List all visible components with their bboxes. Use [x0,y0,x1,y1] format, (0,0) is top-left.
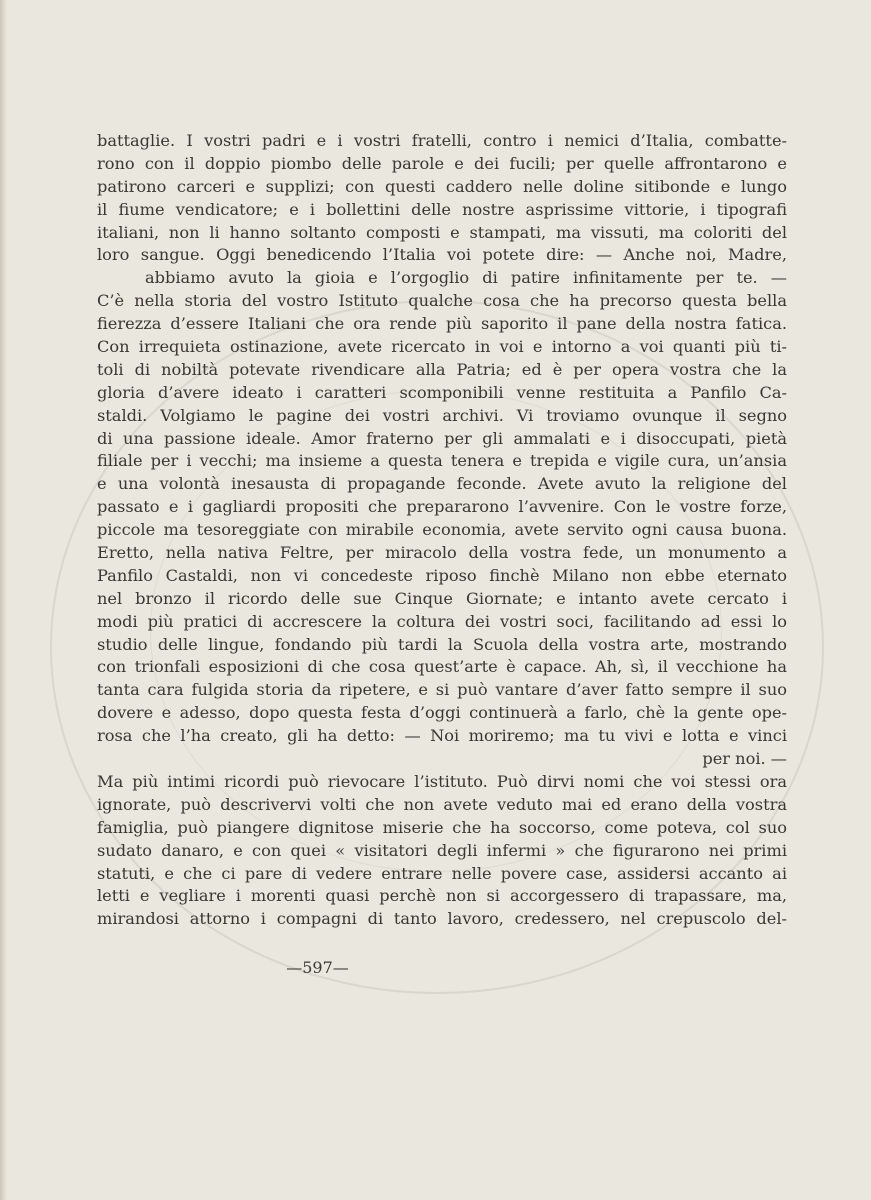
text-line: letti e vegliare i morenti quasi perchè non si accorgessero di trapassare, ma, [97,886,787,906]
text-line: toli di nobiltà potevate rivendicare alla Patria; ed è per opera vostra che la [97,359,787,379]
text-line: staldi. Volgiamo le pagine dei vostri archivi. Vi troviamo ovunque il segno [97,405,787,425]
body-text [97,130,787,931]
text-line: famiglia, può piangere dignitose miserie che ha soccorso, come poteva, col suo [97,817,787,837]
text-line: sudato danaro, e con quei « visitatori degli infermi » che figurarono nei primi [97,840,787,860]
text-line: loro sangue. Oggi benedicendo l’Italia voi potete dire: — Anche noi, Madre, [97,245,787,265]
text-line: tanta cara fulgida storia da ripetere, e si può vantare d’aver fatto sempre il suo [97,680,787,700]
page-number: —597— [286,958,349,977]
text-line: per noi. — [702,749,787,769]
page-binding-edge [0,0,6,1200]
text-line: rosa che l’ha creato, gli ha detto: — Noi moriremo; ma tu vivi e lotta e vinci [97,726,787,746]
text-line: battaglie. I vostri padri e i vostri fratelli, contro i nemici d’Italia, combatte- [97,131,787,150]
text-line: mirandosi attorno i compagni di tanto lavoro, credessero, nel crepuscolo del- [97,909,787,929]
text-line: Con irrequieta ostinazione, avete ricercato in voi e intorno a voi quanti più ti- [97,337,787,357]
text-line: italiani, non li hanno soltanto composti e stampati, ma vissuti, ma coloriti del [97,222,787,242]
text-line: dovere e adesso, dopo questa festa d’oggi continuerà a farlo, chè la gente ope- [97,703,787,723]
text-line: Ma più intimi ricordi può rievocare l’istituto. Può dirvi nomi che voi stessi ora [97,771,787,791]
text-line: Panfilo Castaldi, non vi concedeste riposo finchè Milano non ebbe eternato [97,565,787,585]
text-line: studio delle lingue, fondando più tardi la Scuola della vostra arte, mostrando [97,634,787,654]
text-line: il fiume vendicatore; e i bollettini delle nostre asprissime vittorie, i tipografi [97,199,787,219]
text-line: abbiamo avuto la gioia e l’orgoglio di patire infinitamente per te. — [145,268,787,288]
text-line: rono con il doppio piombo delle parole e dei fucili; per quelle affrontarono e [97,153,787,173]
text-line: C’è nella storia del vostro Istituto qualche cosa che ha precorso questa bella [97,291,787,311]
text-line: di una passione ideale. Amor fraterno per gli ammalati e i disoccupati, pietà [97,428,787,448]
text-line: ignorate, può descrivervi volti che non avete veduto mai ed erano della vostra [97,794,787,814]
text-line: filiale per i vecchi; ma insieme a questa tenera e trepida e vigile cura, un’ansia [97,451,787,471]
text-line: piccole ma tesoreggiate con mirabile economia, avete servito ogni causa buona. [97,520,787,540]
text-line: passato e i gagliardi propositi che prepararono l’avvenire. Con le vostre forze, [97,497,787,517]
text-line: patirono carceri e supplizi; con questi caddero nelle doline sitibonde e lungo [97,176,787,196]
text-line: Eretto, nella nativa Feltre, per miracolo della vostra fede, un monumento a [97,543,787,563]
text-line: nel bronzo il ricordo delle sue Cinque Giornate; e intanto avete cercato i [97,588,787,608]
text-line: e una volontà inesausta di propagande feconde. Avete avuto la religione del [97,474,787,494]
text-line: gloria d’avere ideato i caratteri scomponibili venne restituita a Panfilo Ca- [97,382,787,402]
text-line: modi più pratici di accrescere la coltura dei vostri soci, facilitando ad essi lo [97,611,787,631]
text-line: statuti, e che ci pare di vedere entrare nelle povere case, assidersi accanto ai [97,863,787,883]
text-line: con trionfali esposizioni di che cosa quest’arte è capace. Ah, sì, il vecchione ha [97,657,787,677]
text-line: fierezza d’essere Italiani che ora rende più saporito il pane della nostra fatica. [97,314,787,334]
